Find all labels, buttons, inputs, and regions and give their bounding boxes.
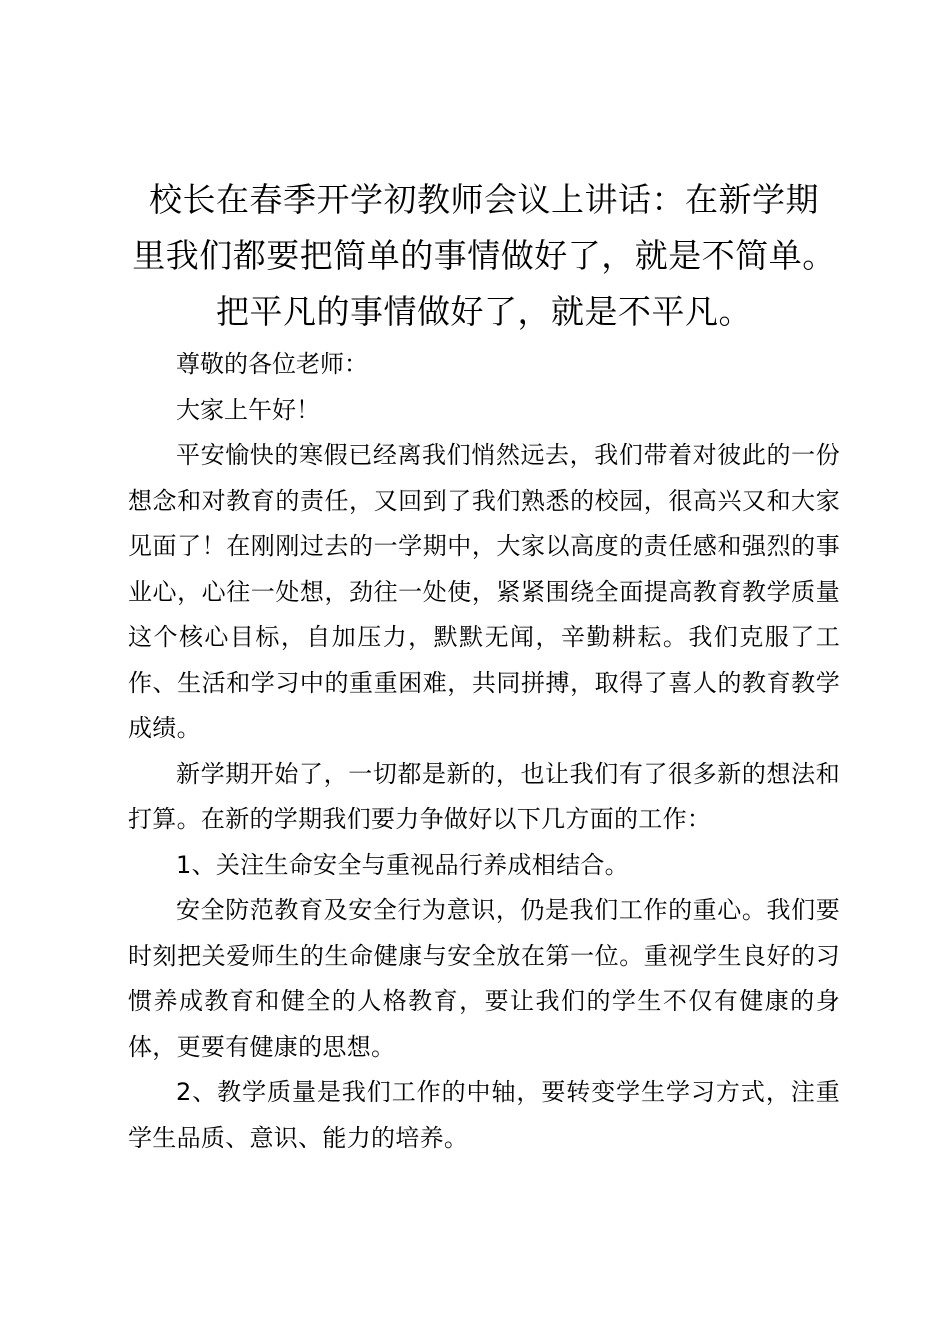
title-line-2: 里我们都要把简单的事情做好了，就是不简单。 (132, 236, 836, 275)
section-heading-2: 2、教学质量是我们工作的中轴，要转变学生学习方式，注重学生品质、意识、能力的培养。 (128, 1078, 840, 1152)
paragraph-1: 平安愉快的寒假已经离我们悄然远去，我们带着对彼此的一份想念和对教育的责任，又回到了我们熟悉的校园，很高兴又和大家见面了！在刚刚过去的一学期中，大家以高度的责任感和强烈的事业心，心往一处想，劲往一处使，紧紧围绕全面提高教育教学质量这个核心目标，自加压力，默默无闻，辛勤耕耘。我们克服了工作、生活和学习中的重重困难，共同拼搏，取得了喜人的教育教学成绩。 (128, 441, 840, 742)
paragraph-3: 安全防范教育及安全行为意识，仍是我们工作的重心。我们要时刻把关爱师生的生命健康与安全放在第一位。重视学生良好的习惯养成教育和健全的人格教育，要让我们的学生不仅有健康的身体，更要有健康的思想。 (128, 896, 840, 1061)
document-title (128, 172, 840, 340)
title-line-3: 把平凡的事情做好了，就是不平凡。 (216, 292, 752, 331)
title-line-1: 校长在春季开学初教师会议上讲话：在新学期 (149, 180, 819, 219)
document-body (128, 342, 840, 1161)
greeting: 大家上午好！ (176, 395, 320, 424)
paragraph-2: 新学期开始了，一切都是新的，也让我们有了很多新的想法和打算。在新的学期我们要力争做好以下几方面的工作： (128, 759, 840, 833)
document-page (128, 172, 840, 1161)
salutation: 尊敬的各位老师： (176, 350, 368, 378)
section-heading-1: 1、关注生命安全与重视品行养成相结合。 (176, 850, 629, 879)
